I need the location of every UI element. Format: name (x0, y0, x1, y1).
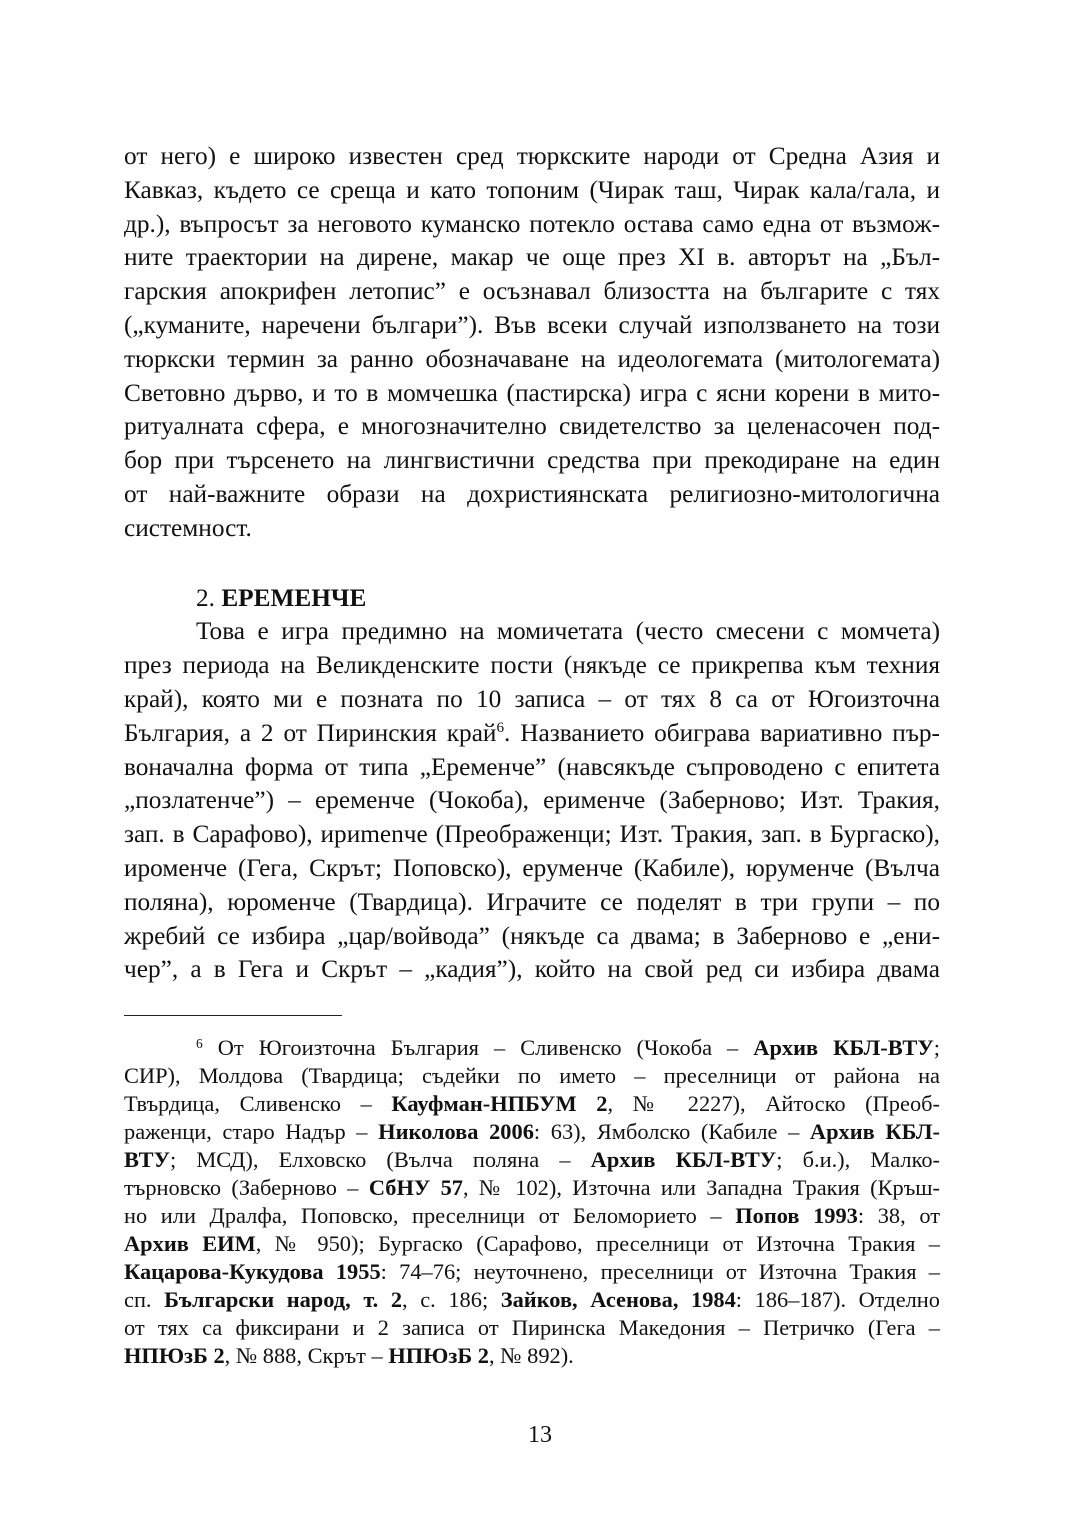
text-line: Това е игра предимно на момичетата (често смесени с момчета) (196, 617, 940, 646)
text-segment: , № 102), Източна или Западна Тракия (Кръш- (463, 1175, 940, 1201)
text-segment: , № 892). (488, 1343, 574, 1369)
text-line: от най-важните образи на дохристиянската религиозно-митологична (124, 479, 940, 508)
text-segment: , № 950); Бургаско (Сарафово, преселници от Източна Тракия – (255, 1231, 940, 1257)
text-line: „позлатенче”) – еременче (Чокоба), ерименче (Заберново; Изт. Тракия, (124, 786, 940, 815)
text-line: бор при търсенето на лингвистични средства при прекодиране на един (124, 446, 940, 475)
text-segment: . Названието обиграва вариативно пър- (504, 718, 940, 747)
citation: Попов 1993 (735, 1203, 858, 1229)
text-segment: ; (933, 1035, 941, 1061)
footnote-line: СИР), Молдова (Твардица; съдейки по името – преселници от района на (124, 1063, 940, 1089)
citation: НПЮзБ 2 (388, 1343, 489, 1369)
footnote-number: 6 (196, 1035, 203, 1051)
text-segment: Твърдица, Сливенско – (124, 1091, 392, 1117)
text-line: др.), въпросът за неговото куманско потекло остава само една от възмож- (124, 209, 940, 238)
footnote-divider (124, 1015, 342, 1016)
text-line: системност. (124, 513, 252, 542)
text-line: ироменче (Гега, Скрът; Поповско), еруменче (Кабиле), юруменче (Вълча (124, 853, 940, 882)
text-line: ритуалната сфера, е многозначително свидетелство за целенасочен под- (124, 412, 940, 441)
text-line: чер”, а в Гега и Скрът – „кадия”), който на свой ред си избира двама (124, 955, 940, 984)
section-title: ЕРЕМЕНЧЕ (221, 583, 367, 612)
section-heading (124, 582, 940, 616)
text-line: тюркски термин за ранно обозначаване на идеологемата (митологемата) (124, 344, 940, 373)
text-segment: търновско (Заберново – (124, 1175, 369, 1201)
text-line: поляна), юроменче (Твардица). Играчите се поделят в три групи – по (124, 887, 940, 916)
section-number: 2. (196, 583, 215, 612)
citation: Архив КБЛ-ВТУ (753, 1035, 934, 1061)
citation: СбНУ 57 (368, 1175, 463, 1201)
text-segment: раженци, старо Надър – (124, 1119, 379, 1145)
paragraph-1 (124, 140, 940, 546)
footnote-line (124, 1342, 940, 1370)
text-line: („куманите, наречени българи”). Във всеки случай използването на този (124, 310, 940, 339)
page-content (124, 140, 940, 1370)
page-number: 13 (528, 1422, 552, 1448)
text-segment: От Югоизточна България – Сливенско (Чокоба – (202, 1035, 754, 1061)
text-segment: ; МСД), Елховско (Вълча поляна – (170, 1147, 591, 1173)
text-segment: : 74–76; неуточнено, преселници от Източна Тракия – (380, 1259, 940, 1285)
footnote-line (124, 1118, 940, 1146)
text-segment: сп. (124, 1287, 165, 1313)
citation: Николова 2006 (378, 1119, 534, 1145)
footnote-line (124, 1034, 940, 1062)
text-line: от него) е широко известен сред тюркските народи от Средна Азия и (124, 142, 940, 170)
footnote-reference[interactable]: 6 (496, 719, 505, 737)
text-segment: : 38, от (857, 1203, 940, 1229)
footnote-6 (124, 1034, 940, 1370)
text-segment: , № 888, Скрът – (224, 1343, 389, 1369)
text-line: гарския апокрифен летопис” е осъзнавал близостта на българите с тях (124, 277, 940, 306)
text-line: ните траектории на дирене, макар че още през XI в. авторът на „Бъл- (124, 243, 940, 272)
text-segment: , с. 186; (402, 1287, 501, 1313)
footnote-line: от тях са фиксирани и 2 записа от Пиринска Македония – Петричко (Гега – (124, 1315, 940, 1341)
text-line: жребий се избира „цар/войвода” (някъде са двама; в Заберново е „ени- (124, 921, 940, 950)
text-line: през периода на Великденските пости (някъде се прикрепва към техния (124, 651, 940, 680)
citation: Архив ЕИМ (124, 1231, 256, 1257)
text-segment: България, а 2 от Пиринския край (124, 718, 497, 747)
citation: Зайков, Асенова, 1984 (500, 1287, 736, 1313)
footnote-line (124, 1230, 940, 1258)
text-line: Кавказ, където се среща и като топоним (Чирак таш, Чирак кала/гала, и (124, 175, 940, 204)
citation: ВТУ (124, 1147, 171, 1173)
text-segment: , № 2227), Айтоско (Преоб- (607, 1091, 940, 1117)
citation: Архив КБЛ- (809, 1119, 940, 1145)
footnote-line (124, 1202, 940, 1230)
text-line: край), която ми е позната по 10 записа – от тях 8 са от Югоизточна (124, 684, 940, 713)
footnote-line (124, 1174, 940, 1202)
text-segment: : 186–187). Отделно (735, 1287, 940, 1313)
citation: Български народ, т. 2 (164, 1287, 403, 1313)
text-line (124, 717, 940, 751)
text-segment: ; б.и.), Малко- (776, 1147, 940, 1173)
footnote-line (124, 1090, 940, 1118)
text-segment: : 63), Ямболско (Кабиле – (533, 1119, 810, 1145)
footnote-line (124, 1146, 940, 1174)
text-line: зап. в Сарафово), ириmenче (Преображенци; Изт. Тракия, зап. в Бургаско), (124, 820, 940, 849)
text-line: воначална форма от типа „Еременче” (навсякъде съпроводено с епитета (124, 752, 940, 781)
footnote-line (124, 1286, 940, 1314)
footnote-line (124, 1258, 940, 1286)
citation: НПЮзБ 2 (124, 1343, 225, 1369)
citation: Кауфман-НПБУМ 2 (391, 1091, 608, 1117)
paragraph-2 (124, 615, 940, 987)
text-segment: но или Дралфа, Поповско, преселници от Беломорието – (124, 1203, 736, 1229)
citation: Архив КБЛ-ВТУ (590, 1147, 777, 1173)
text-line: Световно дърво, и то в момчешка (пастирска) игра с ясни корени в мито- (124, 378, 940, 407)
citation: Кацарова-Кукудова 1955 (124, 1259, 381, 1285)
